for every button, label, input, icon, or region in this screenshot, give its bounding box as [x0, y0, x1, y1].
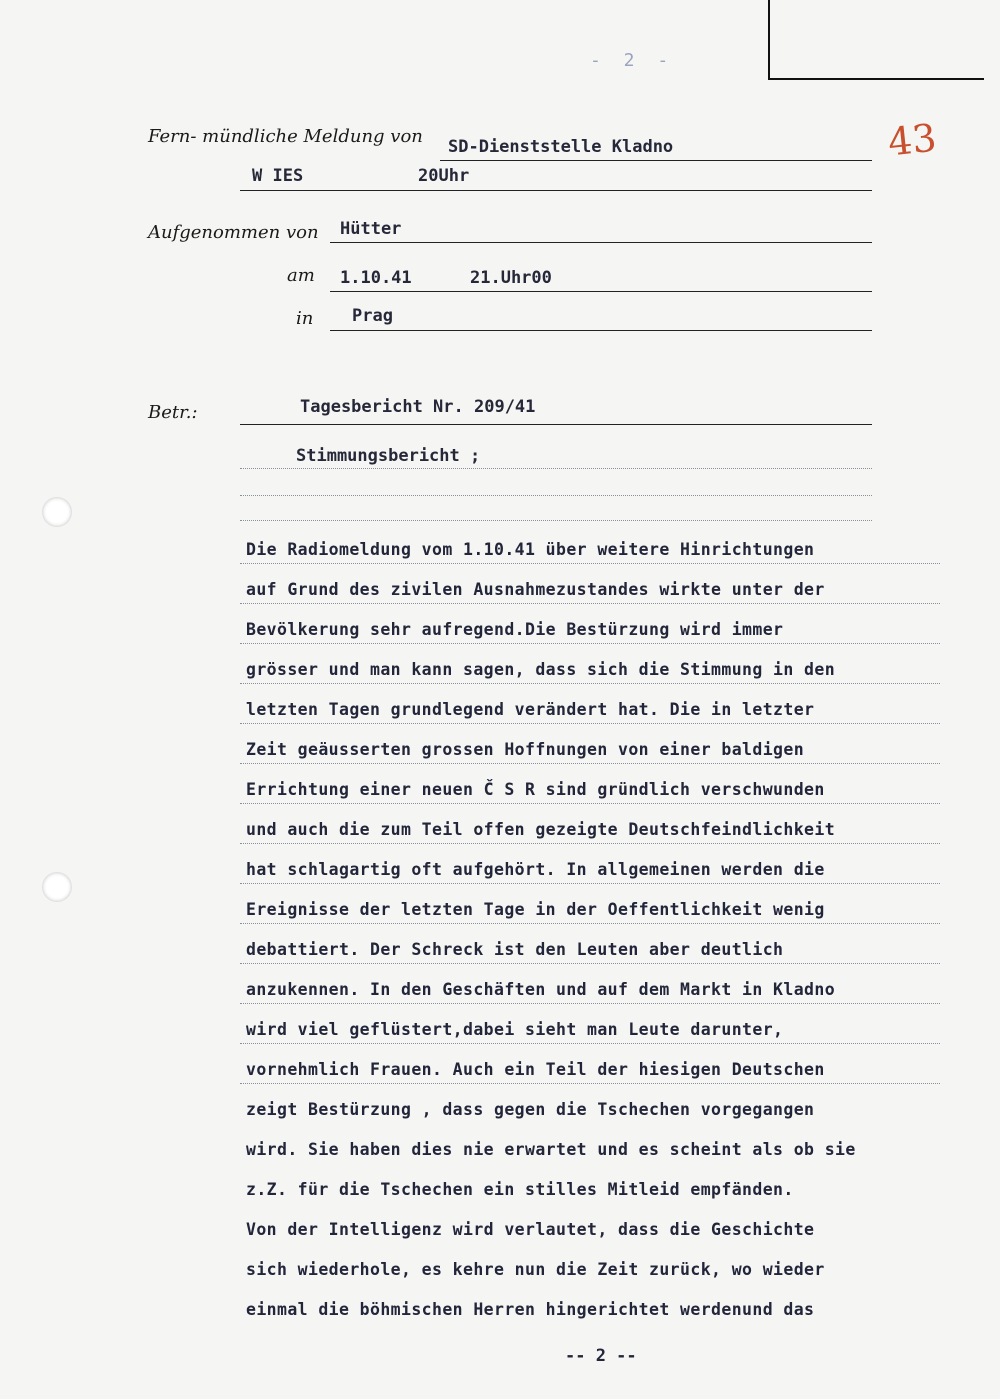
body-line: letzten Tagen grundlegend verändert hat. Die in letzter: [246, 700, 815, 719]
rule-dienststelle: [440, 160, 872, 161]
value-ort: Prag: [352, 306, 393, 326]
body-line: Errichtung einer neuen Č S R sind gründlich verschwunden: [246, 780, 825, 799]
dotted-line: [240, 1083, 940, 1084]
body-line: und auch die zum Teil offen gezeigte Deutschfeindlichkeit: [246, 820, 836, 839]
value-betr: Tagesbericht Nr. 209/41: [300, 397, 536, 417]
rule-ort: [330, 330, 872, 331]
body-line: vornehmlich Frauen. Auch ein Teil der hiesigen Deutschen: [246, 1060, 825, 1079]
label-am: am: [287, 265, 315, 286]
dotted-line: [240, 1043, 940, 1044]
dotted-line: [240, 495, 872, 496]
dotted-line: [240, 563, 940, 564]
body-line: hat schlagartig oft aufgehört. In allgemeinen werden die: [246, 860, 825, 879]
dotted-line: [240, 468, 872, 469]
body-line: z.Z. für die Tschechen ein stilles Mitleid empfänden.: [246, 1180, 794, 1199]
label-fernmeldung: Fern- mündliche Meldung von: [148, 126, 423, 147]
label-in: in: [296, 308, 314, 329]
dotted-line: [240, 883, 940, 884]
body-line: Ereignisse der letzten Tage in der Oeffentlichkeit wenig: [246, 900, 825, 919]
body-line: wird. Sie haben dies nie erwartet und es scheint als ob sie: [246, 1140, 856, 1159]
dotted-line: [240, 963, 940, 964]
body-line: debattiert. Der Schreck ist den Leuten aber deutlich: [246, 940, 784, 959]
dotted-line: [240, 803, 940, 804]
body-line: auf Grund des zivilen Ausnahmezustandes wirkte unter der: [246, 580, 825, 599]
body-line: sich wiederhole, es kehre nun die Zeit zurück, wo wieder: [246, 1260, 825, 1279]
dotted-line: [240, 643, 940, 644]
dotted-line: [240, 1003, 940, 1004]
punch-hole: [42, 872, 72, 902]
dotted-line: [240, 723, 940, 724]
value-zeit: 21.Uhr00: [470, 268, 552, 288]
page-marker-bottom: -- 2 --: [565, 1346, 637, 1366]
handwritten-number: 43: [885, 115, 939, 165]
body-line: grösser und man kann sagen, dass sich die Stimmung in den: [246, 660, 836, 679]
value-aufgenommen: Hütter: [340, 219, 402, 239]
body-line: einmal die böhmischen Herren hingerichtet werdenund das: [246, 1300, 815, 1319]
dotted-line: [240, 843, 940, 844]
body-line: zeigt Bestürzung , dass gegen die Tschechen vorgegangen: [246, 1100, 815, 1119]
dotted-line: [240, 520, 872, 521]
body-line: anzukennen. In den Geschäften und auf dem Markt in Kladno: [246, 980, 836, 999]
dotted-line: [240, 683, 940, 684]
value-wies: W IES: [252, 166, 304, 186]
rule-datum: [330, 291, 872, 292]
label-betr: Betr.:: [148, 402, 198, 423]
subject-line: Stimmungsbericht ;: [296, 446, 481, 466]
body-line: Die Radiomeldung vom 1.10.41 über weitere Hinrichtungen: [246, 540, 815, 559]
body-line: Zeit geäusserten grossen Hoffnungen von einer baldigen: [246, 740, 805, 759]
page-marker-top: - 2 -: [590, 50, 675, 71]
dotted-line: [240, 923, 940, 924]
rule-aufgenommen: [330, 242, 872, 243]
dotted-line: [240, 763, 940, 764]
value-dienststelle: SD-Dienststelle Kladno: [448, 137, 674, 157]
stamp-box: [768, 0, 984, 80]
body-line: Von der Intelligenz wird verlautet, dass die Geschichte: [246, 1220, 815, 1239]
value-datum: 1.10.41: [340, 268, 412, 288]
dotted-line: [240, 603, 940, 604]
body-line: wird viel geflüstert,dabei sieht man Leute darunter,: [246, 1020, 784, 1039]
punch-hole: [42, 497, 72, 527]
value-uhr: 20Uhr: [418, 166, 470, 186]
label-aufgenommen: Aufgenommen von: [148, 222, 319, 243]
body-line: Bevölkerung sehr aufregend.Die Bestürzung wird immer: [246, 620, 784, 639]
rule-betr: [240, 424, 872, 425]
rule-wies: [240, 190, 872, 191]
